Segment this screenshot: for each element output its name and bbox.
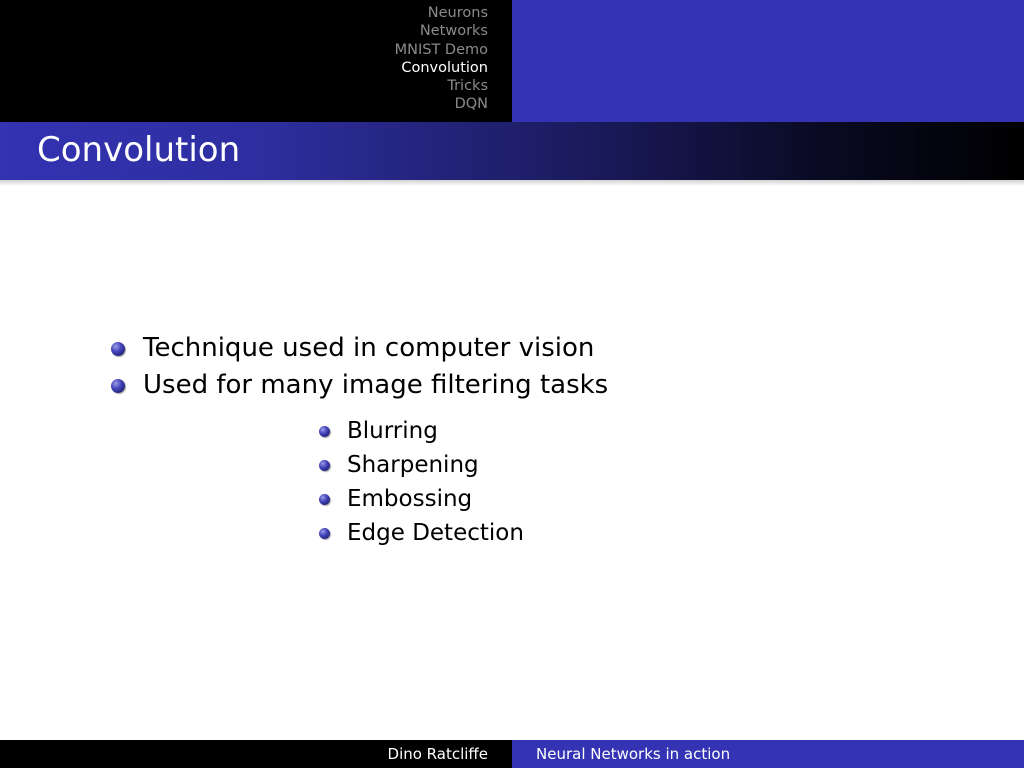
bullet-text: Technique used in computer vision [143, 333, 595, 363]
sub-bullet-item [143, 414, 1024, 448]
sub-bullet-item [143, 482, 1024, 516]
ball-bullet-icon [319, 528, 330, 539]
footer-author: Dino Ratcliffe [387, 745, 488, 763]
nav-section-tricks[interactable]: Tricks [447, 78, 488, 95]
frame-title-bar [0, 122, 1024, 180]
sub-bullet-item [143, 448, 1024, 482]
frame-title: Convolution [37, 130, 241, 170]
slide-content [0, 330, 1024, 550]
ball-bullet-icon [319, 426, 330, 437]
sub-bullet-list [143, 414, 1024, 550]
ball-bullet-icon [111, 379, 125, 393]
bullet-item [0, 367, 1024, 550]
nav-section-neurons[interactable]: Neurons [427, 5, 488, 21]
nav-section-dqn[interactable]: DQN [454, 96, 488, 113]
sub-bullet-text: Sharpening [347, 452, 479, 478]
sub-bullet-text: Blurring [347, 418, 438, 444]
sub-bullet-text: Embossing [347, 486, 473, 512]
nav-section-networks[interactable]: Networks [419, 23, 488, 40]
bullet-text: Used for many image filtering tasks [143, 370, 609, 400]
nav-section-mnist-demo[interactable]: MNIST Demo [394, 41, 488, 58]
ball-bullet-icon [319, 460, 330, 471]
bullet-list [0, 330, 1024, 550]
header-nav-right [512, 0, 1024, 122]
ball-bullet-icon [319, 494, 330, 505]
footer-title: Neural Networks in action [536, 745, 731, 763]
bullet-item [0, 330, 1024, 367]
footer-left [0, 740, 512, 768]
nav-section-convolution[interactable]: Convolution [401, 59, 488, 76]
footer-right [512, 740, 1024, 768]
sub-bullet-item [143, 516, 1024, 550]
section-nav [395, 4, 488, 114]
ball-bullet-icon [111, 342, 125, 356]
header-nav-left [0, 0, 512, 122]
sub-bullet-text: Edge Detection [347, 520, 524, 546]
